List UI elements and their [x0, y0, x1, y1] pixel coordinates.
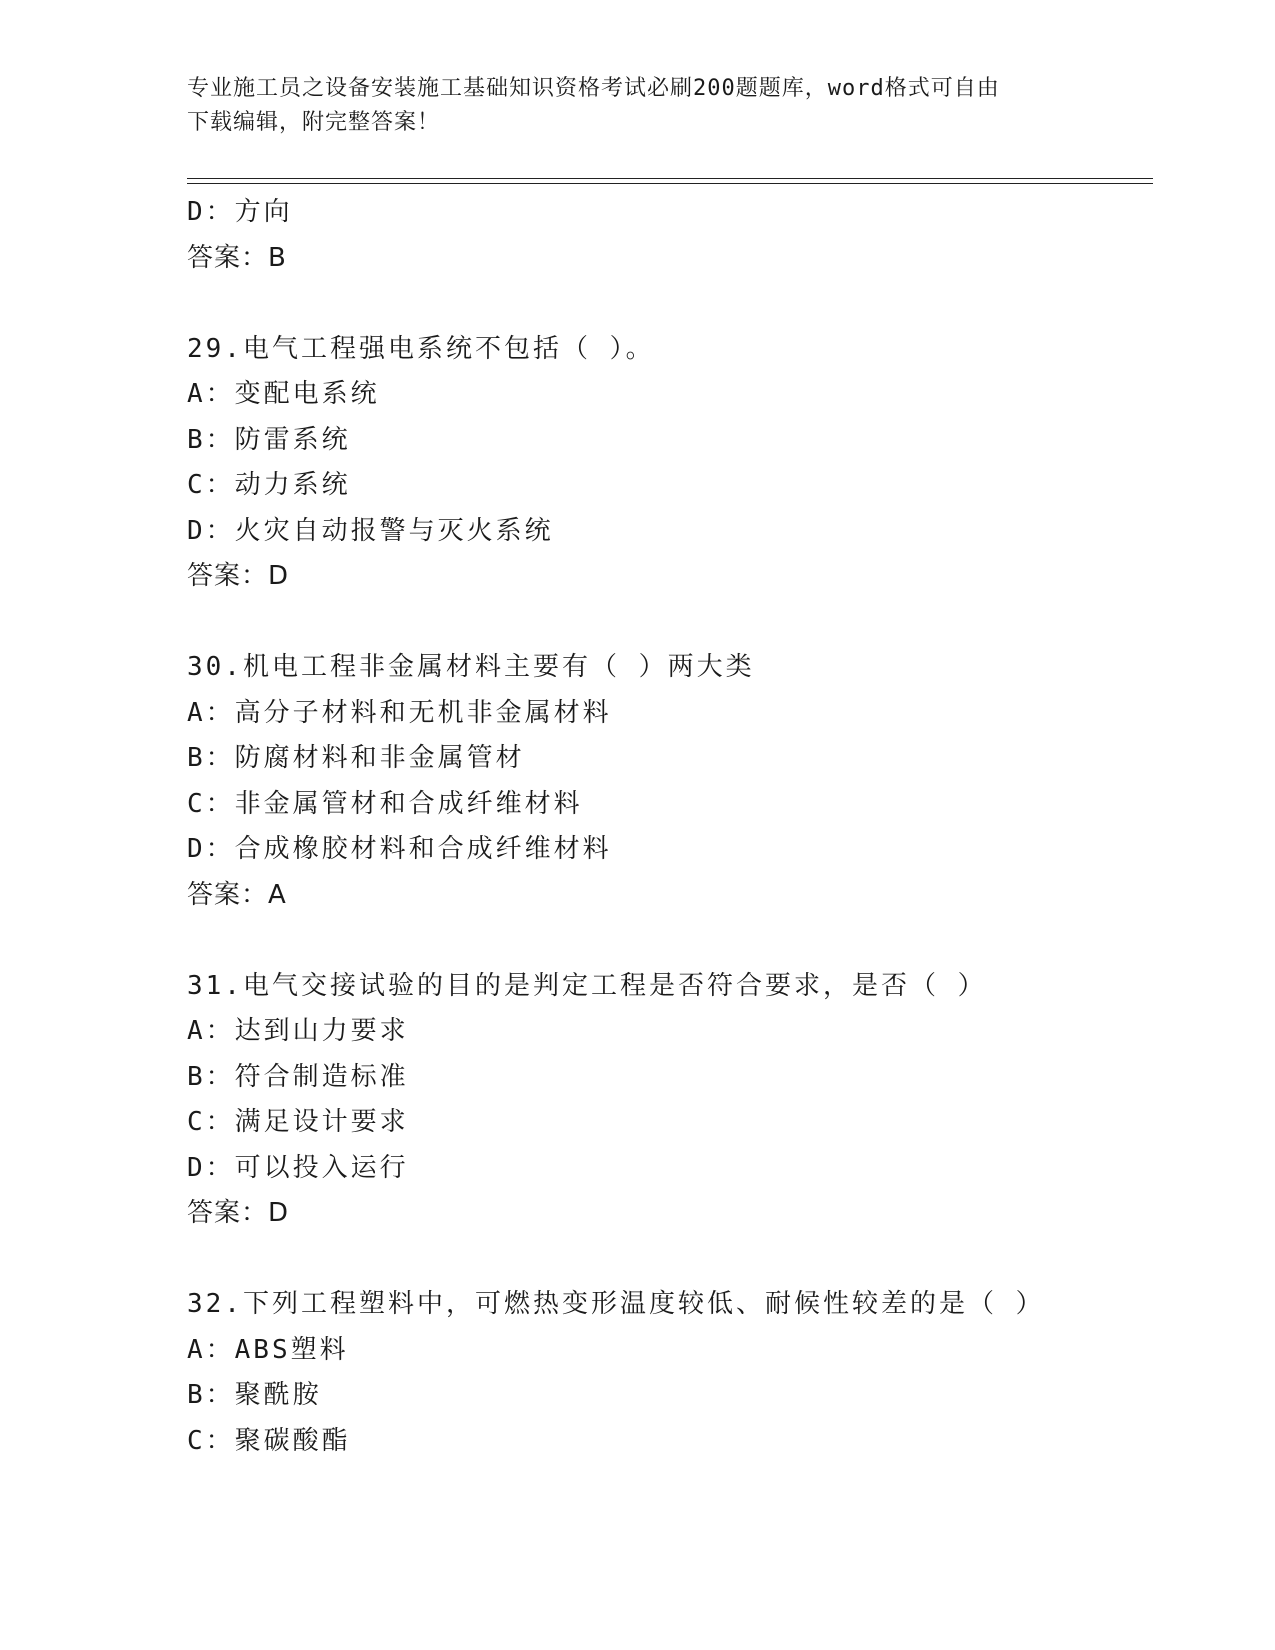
spacer: [187, 281, 1147, 327]
option-d: D：可以投入运行: [187, 1152, 409, 1183]
question-stem: 29.电气工程强电系统不包括（ ）。: [187, 333, 655, 364]
option-c: C：聚碳酸酯: [187, 1425, 351, 1456]
spacer: [187, 1237, 1147, 1283]
option-c: C：非金属管材和合成纤维材料: [187, 788, 583, 819]
header-rule-top: [187, 178, 1153, 179]
spacer: [187, 918, 1147, 964]
question-stem: 30.机电工程非金属材料主要有（ ）两大类: [187, 652, 755, 682]
answer-line: 答案：B: [187, 242, 287, 273]
question-block-32: [187, 1282, 1147, 1464]
option-b: B：防腐材料和非金属管材: [187, 743, 525, 773]
header-title-line-2: 下载编辑，附完整答案！: [187, 110, 441, 135]
document-header: [187, 72, 1087, 140]
option-d: D：火灾自动报警与灭火系统: [187, 515, 554, 546]
answer-line: 答案：D: [187, 561, 290, 591]
question-block-30: [187, 645, 1147, 918]
option-c: C：动力系统: [187, 470, 351, 500]
option-a: A：变配电系统: [187, 379, 380, 409]
answer-line: 答案：D: [187, 1198, 290, 1228]
option-a: A：高分子材料和无机非金属材料: [187, 697, 612, 728]
answer-line: 答案：A: [187, 879, 287, 910]
question-block-29: [187, 327, 1147, 600]
header-title-line-1: 专业施工员之设备安装施工基础知识资格考试必刷200题题库，word格式可自由: [187, 76, 1000, 101]
option-a: A：达到山力要求: [187, 1016, 409, 1046]
spacer: [187, 600, 1147, 646]
option-b: B：防雷系统: [187, 424, 351, 455]
question-block-31: [187, 964, 1147, 1237]
option-d-continued: D：方向: [187, 197, 293, 227]
header-rule-bottom: [187, 183, 1153, 184]
option-b: B：聚酰胺: [187, 1380, 322, 1410]
option-c: C：满足设计要求: [187, 1107, 409, 1137]
question-list: [187, 190, 1147, 1464]
question-stem: 31.电气交接试验的目的是判定工程是否符合要求，是否（ ）: [187, 970, 987, 1001]
question-stem: 32.下列工程塑料中，可燃热变形温度较低、耐候性较差的是（ ）: [187, 1289, 1045, 1319]
option-a: A：ABS塑料: [187, 1334, 349, 1365]
option-b: B：符合制造标准: [187, 1061, 409, 1092]
option-d: D：合成橡胶材料和合成纤维材料: [187, 834, 612, 864]
